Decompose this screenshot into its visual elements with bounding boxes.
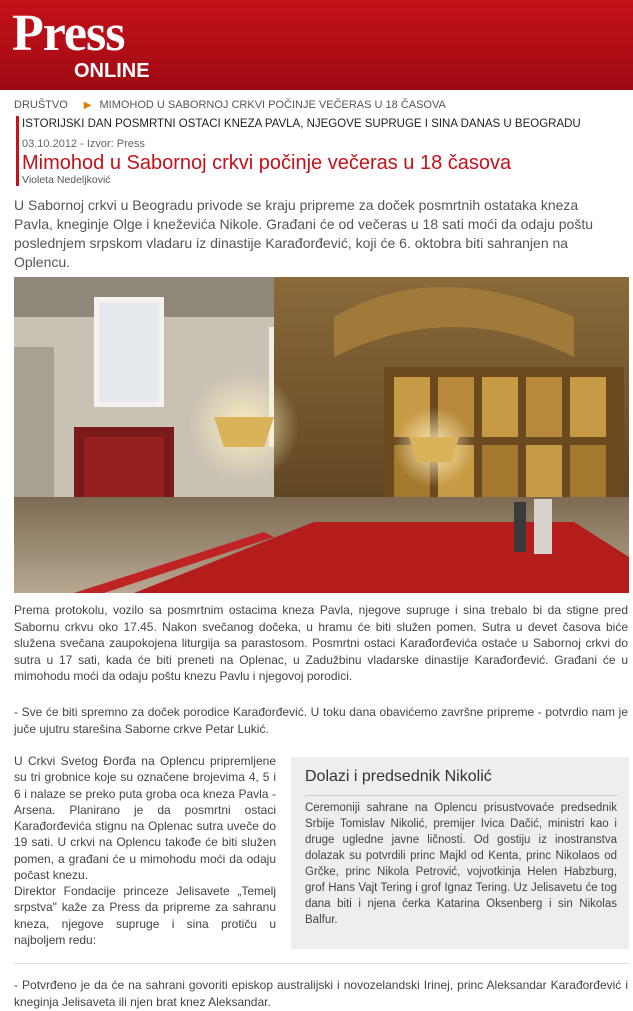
article-paragraph-2: - Sve će biti spremno za doček porodice Karađorđević. U toku dana obavićemo završne pripreme - potvrdio nam je juče ujutru starešina Saborne crkve Petar Lukić. [14,705,628,736]
breadcrumb-section-link[interactable]: DRUŠTVO [14,99,68,111]
sidebar-divider [305,795,617,796]
logo-online-text: ONLINE [74,60,150,82]
article-column-paragraph-1: U Crkvi Svetog Đorđa na Oplencu pripremljene su tri grobnice koje su označene brojevima 4, 5 i 6 i nalaze se preko puta groba oca kneza Pavla - Arsena. Planirano je da posmrtni ostaci Karađorđevića stignu na Oplenac sutra uveče do 19 sati. U crkvi na Oplencu takođe će biti služen pomen, a građani će u mimohodu moći da odaju počast knezu. [14,754,276,883]
sidebar-box [291,757,629,949]
article-kicker: ISTORIJSKI DAN POSMRTNI OSTACI KNEZA PAVLA, NJEGOVE SUPRUGE I SINA DANAS U BEOGRADU [22,118,581,130]
article-meta: 03.10.2012 - Izvor: Press [22,138,145,150]
church-interior-photo [14,277,629,593]
sidebar-title: Dolazi i predsednik Nikolić [305,768,492,785]
article-lead: U Sabornoj crkvi u Beogradu privode se kraju pripreme za doček posmrtnih ostataka kneza Pavla, kneginje Olge i kneževića Nikole. Građani će od večeras u 18 sati moći da odaju poštu poslednjem srpskom vladaru iz dinastije Karađorđević, koji će 6. oktobra biti sahranjen na Oplencu. [14,197,593,270]
article-paragraph-1: Prema protokolu, vozilo sa posmrtnim ostacima kneza Pavla, njegove supruge i sina trebalo bi da stigne pred Sabornu crkvu oko 17.45. Nakon svečanog dočeka, u hramu će biti služen pomen. Sutra u devet časova biće služena svečana zaupokojena liturgija sa parastosom. Posmrtni ostaci Karađorđevića ostaće u Sabornoj crkvi do sutra u 17 sati, kada će biti preneti na Oplenac, u Zadužbinu vladarske dinastije Karađorđević. Građani će u mimohodu moći da odaju poštu knezu Pavlu i njegovoj porodici. [14,603,628,683]
press-online-logo[interactable] [12,5,162,84]
breadcrumb-arrow-icon: ▶ [83,100,92,111]
article-paragraph-3: - Potvrđeno je da će na sahrani govoriti episkop australijski i novozelandski Irinej, princ Aleksandar Karađorđević i kneginja Jelisaveta ili njen brat knez Aleksandar. [14,978,628,1009]
breadcrumb [14,97,624,113]
breadcrumb-current: MIMOHOD U SABORNOJ CRKVI POČINJE VEČERAS U 18 ČASOVA [99,99,446,111]
article-author: Violeta Nedeljković [22,174,111,186]
sidebar-body: Ceremoniji sahrane na Oplencu prisustvovaće predsednik Srbije Tomislav Nikolić, premijer Ivica Dačić, ministri kao i druge ugledne javne ličnosti. Od gostiju iz inostranstva dolazak su potvrdili princ Majkl od Kenta, princ Nikolaos od Grčke, princ Nikola Petrović, vojvotkinja Helen Habzburg, grof Hans Vajt Tering i grof Ignaz Tering. Uz Jelisavetu će tog dana biti i njena ćerka Katarina Oksenberg i sin Nikolas Balfur. [305,802,617,926]
kicker-accent-bar [16,116,19,186]
section-divider [14,963,629,964]
site-header [0,0,633,90]
article-title: Mimohod u Sabornoj crkvi počinje večeras u 18 časova [22,152,512,174]
logo-press-text: Press [12,5,125,62]
article-column-paragraph-2: Direktor Fondacije princeze Jelisavete „Temelj srpstva" kaže za Press da pripreme za sahranu kneza, njegove supruge i sina protiču u najboljem redu: [14,884,276,947]
